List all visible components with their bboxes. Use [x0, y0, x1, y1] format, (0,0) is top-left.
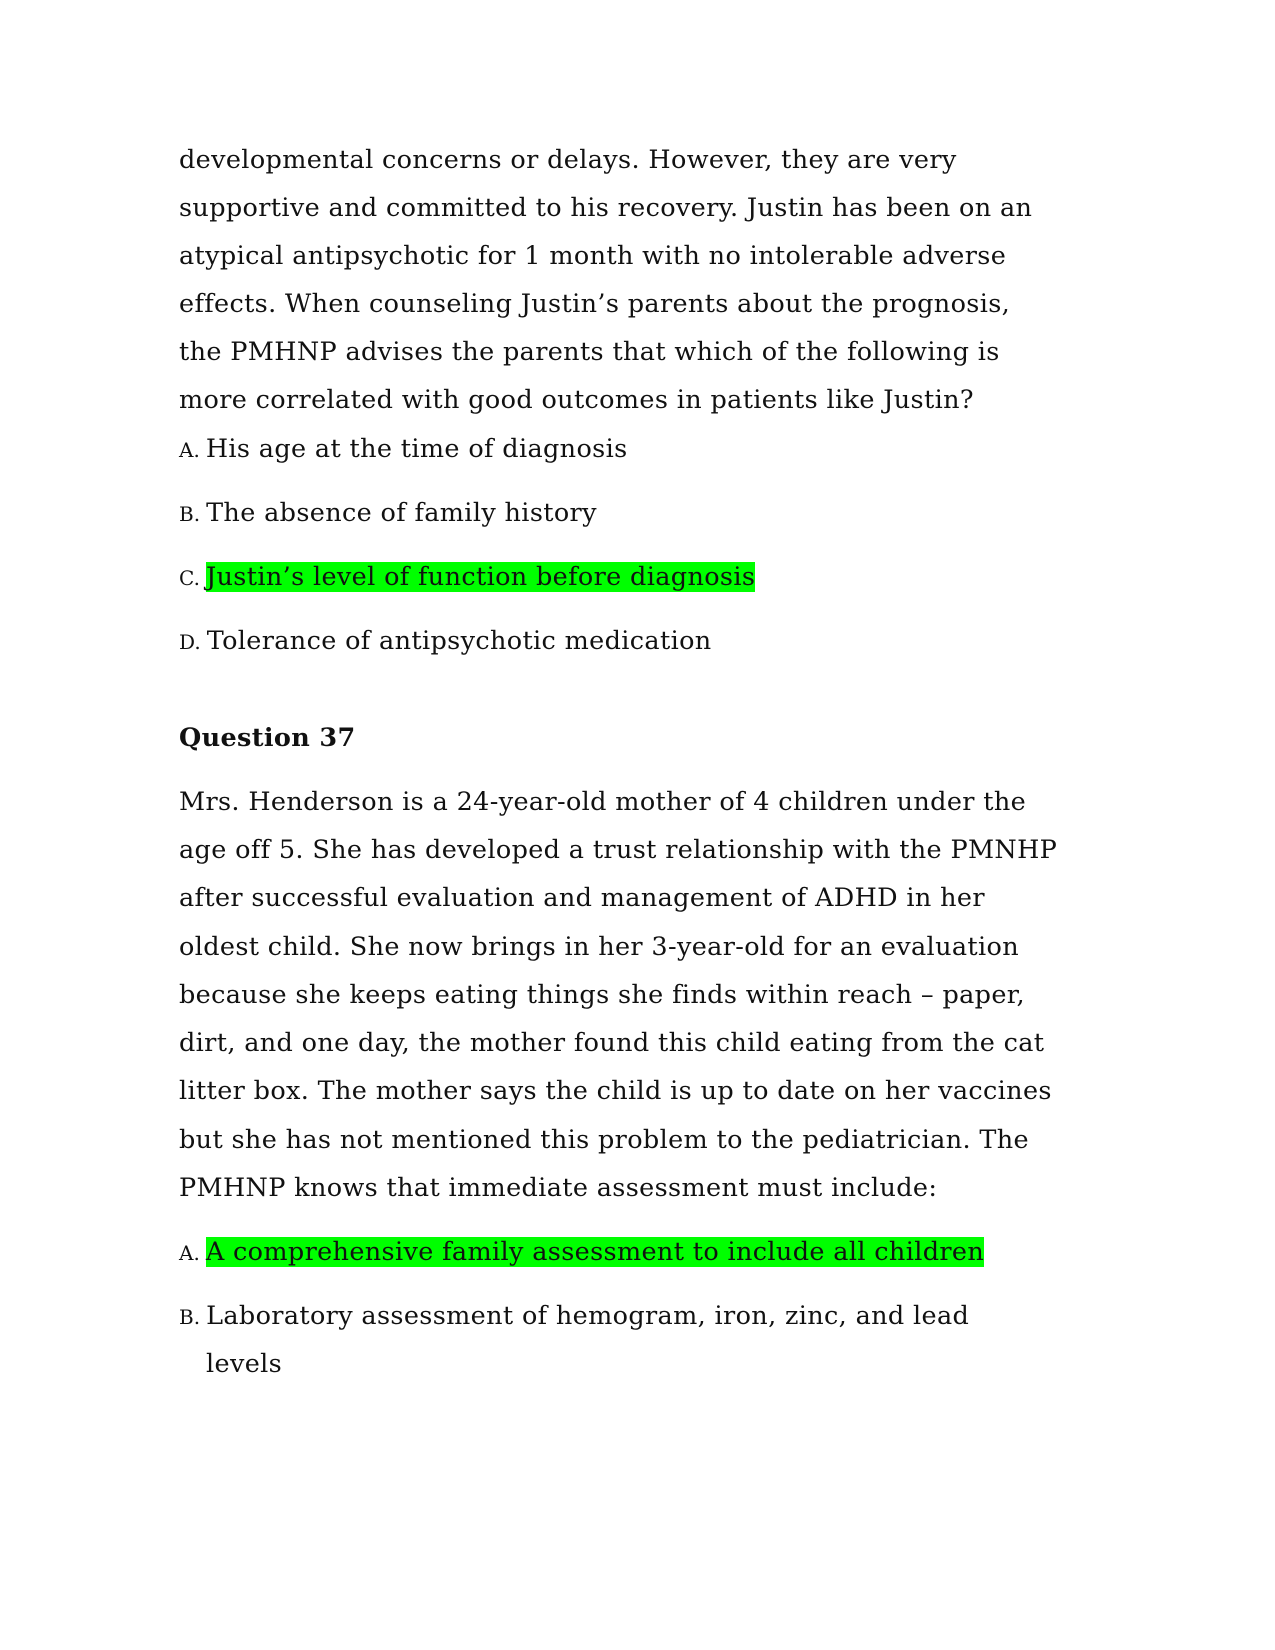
q36-stem-line: effects. When counseling Justin’s parents about the prognosis,: [179, 289, 1011, 319]
q36-stem-line: developmental concerns or delays. However, they are very: [179, 145, 957, 175]
option-label: D.: [179, 630, 201, 654]
q36-option-c: [179, 562, 755, 593]
q36-option-a: [179, 434, 628, 465]
q36-stem-line: the PMHNP advises the parents that which of the following is: [179, 337, 1000, 367]
question-heading: Question 37: [179, 723, 356, 753]
q37-stem-line: litter box. The mother says the child is up to date on her vaccines: [179, 1076, 1052, 1106]
q36-stem-line: atypical antipsychotic for 1 month with no intolerable adverse: [179, 241, 1007, 271]
q37-option-a: [179, 1237, 984, 1268]
option-label: A.: [179, 438, 200, 462]
q37-option-b: [179, 1301, 969, 1332]
q37-stem-line: Mrs. Henderson is a 24-year-old mother of 4 children under the: [179, 787, 1027, 817]
q37-stem-line: but she has not mentioned this problem to the pediatrician. The: [179, 1125, 1029, 1155]
option-label: B.: [179, 1305, 201, 1329]
q37-stem-line: oldest child. She now brings in her 3-year-old for an evaluation: [179, 932, 1019, 962]
option-label: C.: [179, 566, 200, 590]
q37-stem-line: dirt, and one day, the mother found this child eating from the cat: [179, 1028, 1045, 1058]
highlighted-answer-text: Justin’s level of function before diagnosis: [205, 562, 756, 592]
option-text: Tolerance of antipsychotic medication: [206, 626, 712, 656]
q36-stem-line: supportive and committed to his recovery. Justin has been on an: [179, 193, 1033, 223]
option-text: His age at the time of diagnosis: [205, 434, 628, 464]
option-label: B.: [179, 502, 201, 526]
option-label: A.: [179, 1241, 200, 1265]
q37-stem-line: age off 5. She has developed a trust relationship with the PMNHP: [179, 835, 1058, 865]
q37-stem-line: PMHNP knows that immediate assessment must include:: [179, 1173, 938, 1203]
q36-stem-line: more correlated with good outcomes in patients like Justin?: [179, 385, 974, 415]
option-text: Laboratory assessment of hemogram, iron, zinc, and lead: [206, 1301, 970, 1331]
q37-option-b-continuation: levels: [206, 1349, 283, 1379]
q37-stem-line: after successful evaluation and management of ADHD in her: [179, 883, 985, 913]
q36-option-d: [179, 626, 712, 657]
option-text: The absence of family history: [206, 498, 597, 528]
highlighted-answer-text: A comprehensive family assessment to include all children: [205, 1237, 985, 1267]
q37-stem-line: because she keeps eating things she finds within reach – paper,: [179, 980, 1025, 1010]
q36-option-b: [179, 498, 597, 529]
